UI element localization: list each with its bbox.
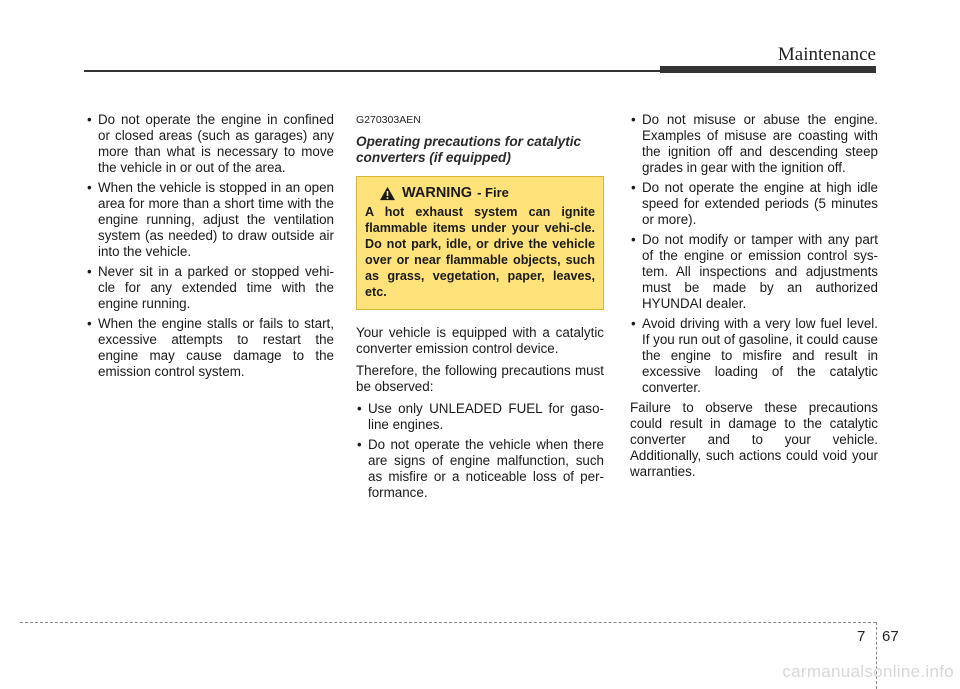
list-item: • Do not misuse or abuse the engine. Examples of misuse are coasting with the ignition off and descending steep grades in gear with the ignition off. (630, 112, 878, 176)
list-item: • Avoid driving with a very low fuel level. If you run out of gasoline, it could cause the engine to misfire and result in excessive loading of the catalytic converter. (630, 316, 878, 396)
watermark: carmanualsonline.info (782, 662, 954, 681)
header-rule-thick (660, 66, 876, 73)
page-section-title: Maintenance (777, 44, 876, 65)
bullet-list-2 (356, 401, 604, 501)
paragraph: Failure to observe these precautions could result in damage to the catalytic converter and to your vehicle. Additionally, such actions could void your warranties. (630, 400, 878, 479)
footer-divider (20, 622, 876, 623)
list-item: • Never sit in a parked or stopped vehi-cle for any extended time with the engine running. (86, 264, 334, 312)
section-code: G270303AEN (356, 114, 421, 126)
warning-box (356, 176, 604, 310)
column-3 (630, 112, 878, 486)
warning-title: WARNING (402, 185, 473, 201)
list-item: • Do not modify or tamper with any part of the engine or emission control sys-tem. All inspections and adjustments must be made by an authorized HYUNDAI dealer. (630, 232, 878, 312)
column-2 (356, 112, 604, 505)
bullet-list-1 (86, 112, 334, 380)
warning-body: A hot exhaust system can ignite flammable items under your vehi-cle. Do not park, idle, or drive the vehicle over or near flammable objects, such as grass, vegetation, paper, leaves, etc. (365, 205, 595, 299)
list-item: • When the engine stalls or fails to start, excessive attempts to restart the engine may cause damage to the emission control system. (86, 316, 334, 380)
warning-subtitle: - Fire (477, 185, 509, 200)
section-heading: Operating precautions for catalytic converters (if equipped) (356, 134, 582, 165)
paragraph: Therefore, the following precautions must be observed: (356, 363, 604, 394)
warning-triangle-icon (379, 186, 396, 201)
chapter-number: 7 (857, 628, 866, 645)
page-number: 67 (882, 628, 899, 645)
list-item: • Do not operate the engine in confined or closed areas (such as garages) any more than what is necessary to move the vehicle in or out of the area. (86, 112, 334, 176)
warning-header (379, 185, 595, 201)
column-1 (86, 112, 334, 384)
list-item: • When the vehicle is stopped in an open area for more than a short time with the engine running, adjust the ventilation system (as needed) to draw outside air into the vehicle. (86, 180, 334, 260)
list-item: • Do not operate the engine at high idle speed for extended periods (5 minutes or more). (630, 180, 878, 228)
list-item: • Use only UNLEADED FUEL for gaso-line engines. (356, 401, 604, 433)
list-item: • Do not operate the vehicle when there are signs of engine malfunction, such as misfire or a noticeable loss of per-formance. (356, 437, 604, 501)
paragraph: Your vehicle is equipped with a catalytic converter emission control device. (356, 325, 604, 356)
bullet-list-3 (630, 112, 878, 396)
header-rule-thin (84, 70, 660, 72)
